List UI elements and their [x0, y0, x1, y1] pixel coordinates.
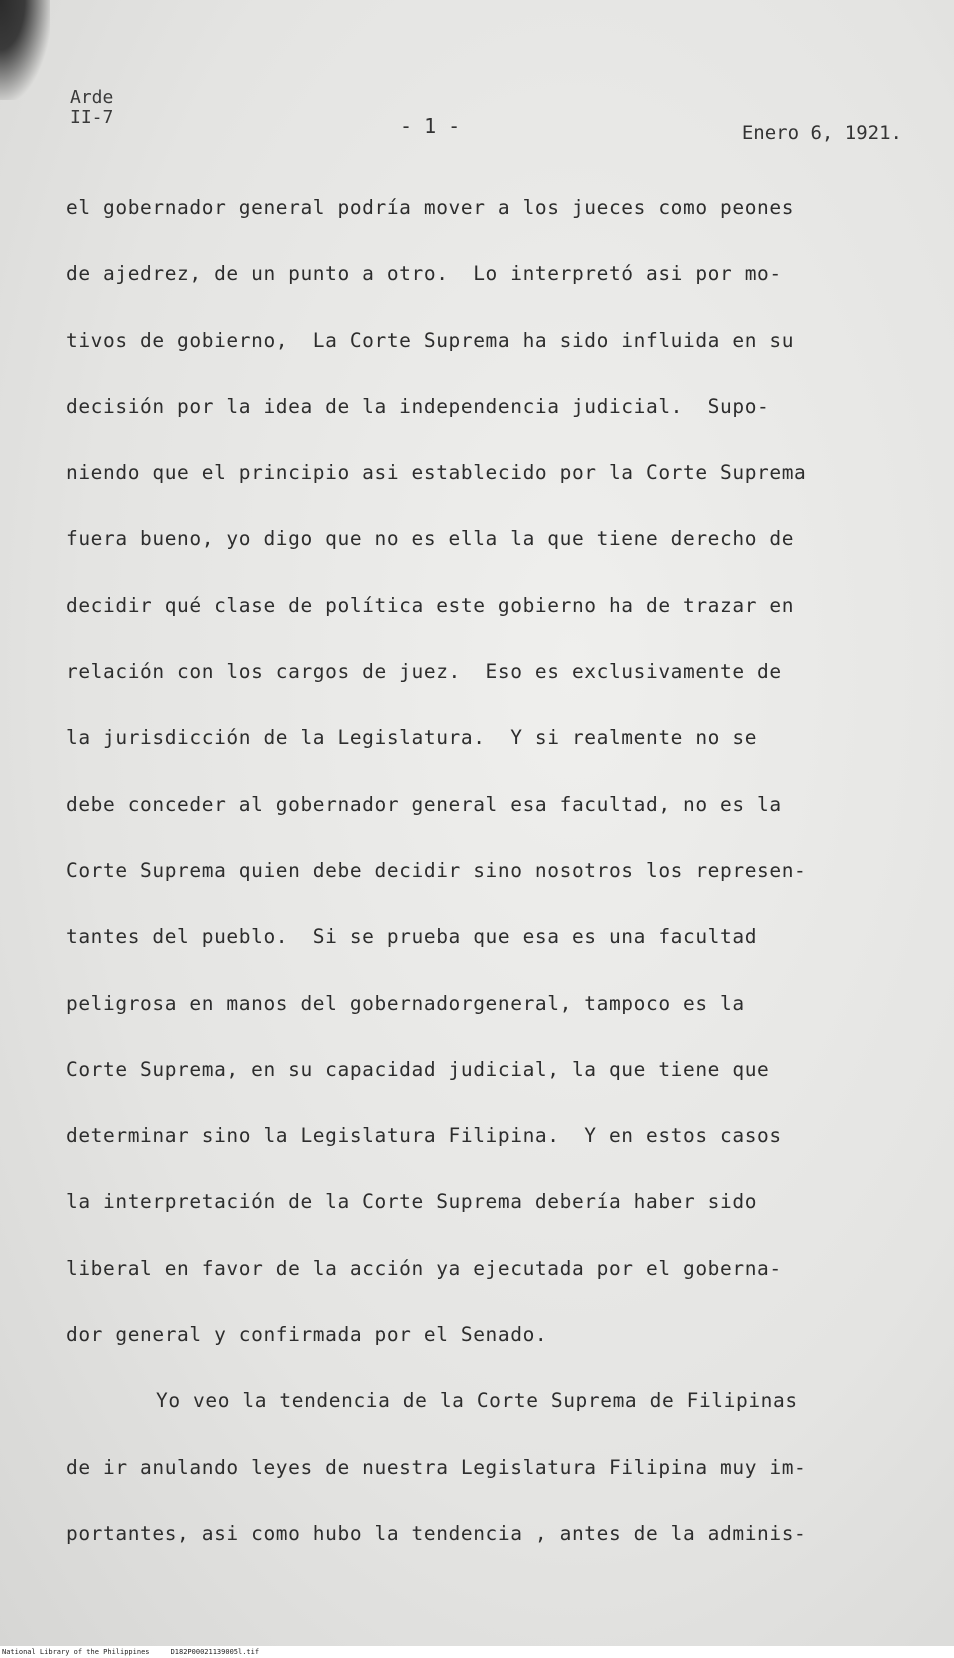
text-line: relación con los cargos de juez. Eso es exclusivamente de — [66, 660, 782, 684]
reference-line-1: Arde — [70, 87, 114, 108]
paragraph-2-line: de ir anulando leyes de nuestra Legislatura Filipina muy im- — [66, 1455, 807, 1479]
reference-code — [70, 88, 113, 128]
text-line: fuera bueno, yo digo que no es ella la que tiene derecho de — [66, 527, 795, 551]
text-line: decidir qué clase de política este gobierno ha de trazar en — [66, 593, 795, 617]
text-line: decisión por la idea de la independencia judicial. Supo- — [66, 394, 770, 418]
paragraph-2-line: portantes, asi como hubo la tendencia , antes de la adminis- — [66, 1521, 807, 1545]
reference-line-2: II-7 — [70, 107, 114, 128]
text-line: liberal en favor de la acción ya ejecutada por el goberna- — [66, 1256, 782, 1280]
text-line: dor general y confirmada por el Senado. — [66, 1323, 548, 1347]
text-line: de ajedrez, de un punto a otro. Lo interpretó asi por mo- — [66, 262, 782, 286]
text-line: Corte Suprema quien debe decidir sino nosotros los represen- — [66, 858, 807, 882]
text-line: determinar sino la Legislatura Filipina. Y en estos casos — [66, 1124, 782, 1148]
text-line: Corte Suprema, en su capacidad judicial, la que tiene que — [66, 1057, 770, 1081]
text-line: tivos de gobierno, La Corte Suprema ha sido influida en su — [66, 328, 795, 352]
paragraph-2-line: Yo veo la tendencia de la Corte Suprema de Filipinas — [156, 1389, 798, 1413]
document-date: Enero 6, 1921. — [741, 122, 902, 144]
page-number: - 1 - — [400, 114, 461, 138]
text-line: el gobernador general podría mover a los jueces como peones — [66, 196, 795, 219]
body-text — [66, 196, 906, 1588]
archive-footer: National Library of the Philippines D182P00021139005l.tif — [0, 1646, 954, 1658]
text-line: niendo que el principio asi establecido por la Corte Suprema — [66, 461, 807, 485]
text-line: debe conceder al gobernador general esa facultad, no es la — [66, 792, 782, 816]
scan-corner-shadow — [0, 0, 50, 100]
text-line: la jurisdicción de la Legislatura. Y si realmente no se — [66, 726, 758, 750]
text-line: tantes del pueblo. Si se prueba que esa es una facultad — [66, 925, 758, 949]
text-line: la interpretación de la Corte Suprema debería haber sido — [66, 1190, 758, 1214]
text-line: peligrosa en manos del gobernadorgeneral, tampoco es la — [66, 991, 745, 1015]
